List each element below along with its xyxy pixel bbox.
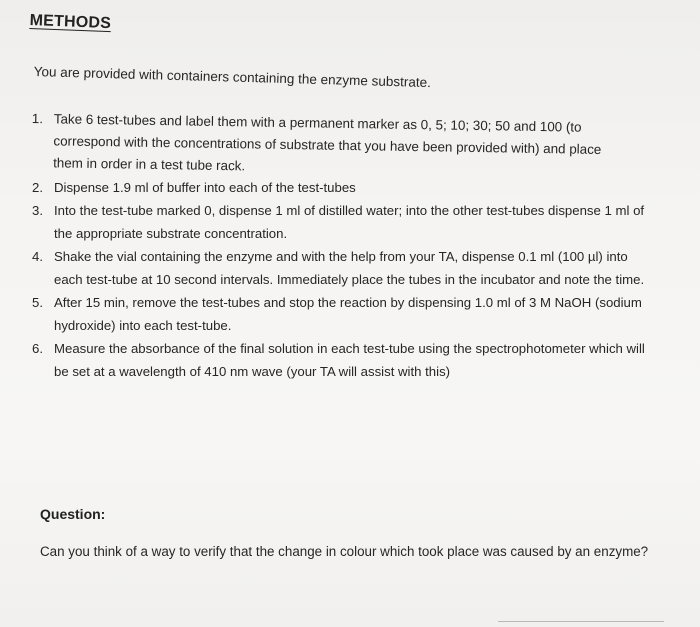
question-text: Can you think of a way to verify that the change in colour which took place was caused by an enzyme? bbox=[40, 544, 649, 559]
intro-text: You are provided with containers containing the enzyme substrate. bbox=[33, 64, 432, 91]
step-number: 6. bbox=[32, 341, 43, 356]
step-text: Measure the absorbance of the final solution in each test-tube using the spectrophotometer which will be set at a wavelength of 410 nm wave (your TA will assist with this) bbox=[54, 341, 645, 379]
step-text: Dispense 1.9 ml of buffer into each of the test-tubes bbox=[54, 180, 356, 195]
method-step-3 bbox=[32, 199, 652, 245]
step-number: 3. bbox=[32, 203, 43, 218]
divider-line bbox=[498, 621, 664, 622]
step-text: Shake the vial containing the enzyme and with the help from your TA, dispense 0.1 ml (100 µl) into each test-tube at 10 second intervals. Immediately place the tubes in the incubator and note the time. bbox=[54, 249, 645, 287]
method-step-1 bbox=[31, 108, 652, 184]
method-step-5 bbox=[32, 291, 652, 337]
step-number: 4. bbox=[32, 249, 43, 264]
method-step-6 bbox=[32, 337, 652, 383]
step-text: Take 6 test-tubes and label them with a permanent marker as 0, 5; 10; 30; 50 and 100 (to correspond with the concentrations of substrate that you have been provided with) and place them in order in a test tube rack. bbox=[53, 111, 602, 174]
step-number: 5. bbox=[32, 295, 43, 310]
method-step-4 bbox=[32, 245, 652, 291]
step-number: 2. bbox=[32, 180, 43, 195]
methods-step-list bbox=[32, 108, 652, 383]
step-text: After 15 min, remove the test-tubes and stop the reaction by dispensing 1.0 ml of 3 M NaOH (sodium hydroxide) into each test-tube. bbox=[54, 295, 642, 333]
methods-heading: METHODS bbox=[29, 12, 112, 33]
step-number: 1. bbox=[31, 110, 44, 127]
step-text: Into the test-tube marked 0, dispense 1 ml of distilled water; into the other test-tubes dispense 1 ml of the appropriate substrate concentration. bbox=[54, 203, 645, 241]
question-label: Question: bbox=[40, 506, 106, 522]
method-step-2 bbox=[32, 176, 652, 199]
